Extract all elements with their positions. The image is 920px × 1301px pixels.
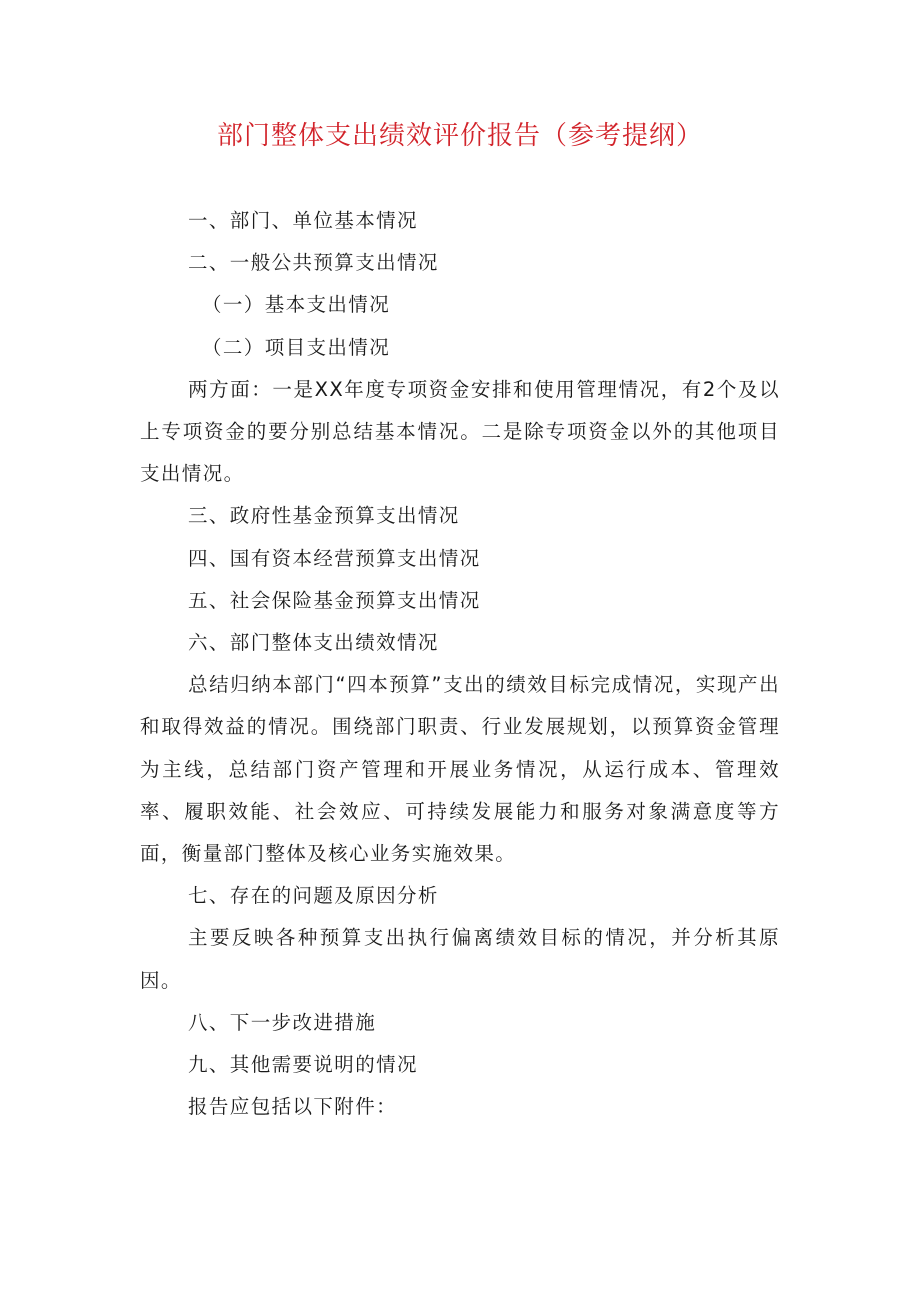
body-paragraph: 总结归纳本部门“四本预算”支出的绩效目标完成情况，实现产出和取得效益的情况。围绕部门职责、行业发展规划，以预算资金管理为主线，总结部门资产管理和开展业务情况，从运行成本、管理效率、履职效能、社会效应、可持续发展能力和服务对象满意度等方面，衡量部门整体及核心业务实施效果。 xyxy=(140,673,780,866)
section-heading-2: 二、一般公共预算支出情况 xyxy=(188,251,439,275)
document-body xyxy=(140,200,780,1128)
section-heading-1: 一、部门、单位基本情况 xyxy=(188,209,418,232)
section-heading-5: 五、社会保险基金预算支出情况 xyxy=(188,588,481,612)
section-heading-9: 九、其他需要说明的情况 xyxy=(188,1053,418,1077)
document-title: 部门整体支出绩效评价报告（参考提纲） xyxy=(216,121,703,151)
section-heading-4: 四、国有资本经营预算支出情况 xyxy=(188,546,481,570)
body-paragraph: 两方面：一是XX年度专项资金安排和使用管理情况，有2个及以上专项资金的要分别总结基本情况。二是除专项资金以外的其他项目支出情况。 xyxy=(140,377,780,486)
section-heading-3: 三、政府性基金预算支出情况 xyxy=(188,504,460,528)
section-heading-7: 七、存在的问题及原因分析 xyxy=(188,884,439,908)
subsection-heading-2-2: （二）项目支出情况 xyxy=(202,335,391,359)
section-heading-8: 八、下一步改进措施 xyxy=(188,1010,377,1034)
subsection-heading-2-1: （一）基本支出情况 xyxy=(202,293,391,317)
attachments-intro: 报告应包括以下附件： xyxy=(188,1095,398,1119)
body-paragraph: 主要反映各种预算支出执行偏离绩效目标的情况，并分析其原因。 xyxy=(140,926,780,992)
section-heading-6: 六、部门整体支出绩效情况 xyxy=(188,631,439,655)
